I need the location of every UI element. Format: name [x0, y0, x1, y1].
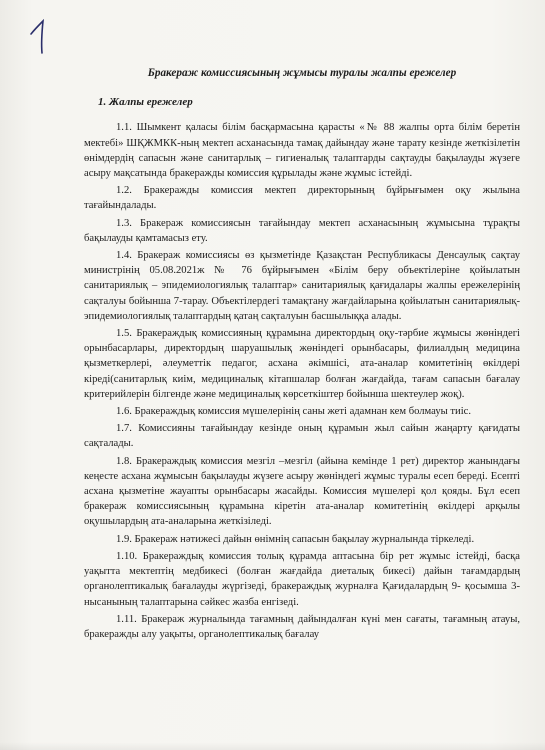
paragraph-1-8: 1.8. Бракераждық комиссия мезгіл –мезгіл (айына кемінде 1 рет) директор жанындағы кеңесте асхана жұмысын бақылауды жүзеге асыру жөніндегі жұмыс туралы есеп береді. Есепті асхана қызметіне жауапты орынбасары жасайды. Комиссия мүшелері қол қояды. Бұл есеп бракераж комиссиясының құрамына кіретін ата-аналар комитетінің өкілдері арқылы оқушылардың ата-аналарына жеткізіледі. [84, 455, 520, 528]
paragraph-1-11: 1.11. Бракераж журналында тағамның дайындалған күні мен сағаты, тағамның атауы, бракеражды алу уақыты, органолептикалық бағалау [84, 613, 520, 640]
paragraph-1-1: 1.1. Шымкент қаласы білім басқармасына қарасты «№ 88 жалпы орта білім беретін мектебі» ШҚЖМКК-ның мектеп асханасында тамақ дайындау және тарату кезінде жеткізілетін өнімдердің сапасын және санитарлық – гигиеналық талаптарды сақтауды бақылауды жүзеге асыру мақсатында бракеражды комиссия құрылады және жұмыс істейді. [84, 122, 520, 180]
paragraph-1-9: 1.9. Бракераж нәтижесі дайын өнімнің сапасын бақылау журналында тіркеледі. [116, 533, 475, 545]
paragraph-1-7: 1.7. Комиссияны тағайындау кезінде оның құрамын жыл сайын жаңарту қағидаты сақталады. [84, 423, 520, 450]
page-edge-shadow [0, 742, 545, 750]
paragraph-1-6: 1.6. Бракераждық комиссия мүшелерінің саны жеті адамнан кем болмауы тиіс. [116, 406, 471, 418]
section-heading: 1. Жалпы ережелер [98, 96, 193, 109]
paragraph-1-2: 1.2. Бракеражды комиссия мектеп директорының бұйрығымен оқу жылына тағайындалады. [84, 185, 520, 212]
document-body [84, 66, 520, 644]
paragraph-1-3: 1.3. Бракераж комиссиясын тағайындау мектеп асханасының жұмысына тұрақты бақылауды қамтамасыз ету. [84, 217, 520, 244]
document-title: Бракераж комиссиясының жұмысы туралы жалпы ережелер [147, 67, 457, 79]
paragraph-1-4: 1.4. Бракераж комиссиясы өз қызметінде Қазақстан Республикасы Денсаулық сақтау министрінің 05.08.2021ж № 76 бұйрығымен «Білім беру объектілеріне қойылатын санитариялық – эпидемиологиялық талаптар» санитариялық қағидалары жалпы ережелерінің сақталуы бойынша 7-тарау. Объектілердегі тамақтану жағдайларына қойылатын санитариялық-эпидемиологиялық талаптардың қатаң сақталуын басшылыққа алады. [84, 250, 520, 322]
handwritten-mark [26, 16, 56, 56]
paragraph-1-5: 1.5. Бракераждық комиссияның құрамына директордың оқу-тәрбие жұмысы жөніндегі орынбасарлары, директордың шаруашылық жөніндегі орынбасары, филиалдың медицина қызметкерлері, әлеуметтік педагог, асхана әкімшісі, ата-аналар комитетінің өкілдері кіреді(санитарлық киім, медициналық кітапшалар болған жағдайда, тағам сапасын бағалау критерийлерін білгенде және медициналық көрсеткіштер бойынша шектеулер жоқ). [84, 328, 520, 400]
paragraph-1-10: 1.10. Бракераждық комиссия толық құрамда аптасына бір рет жұмыс істейді, басқа уақытта мектептің медбикесі (болған жағдайда диеталық бикесі) дайын тағамдардың органолептикалық бағалауды жүргізеді, бракераждық журналға Қағидалардың 9- қосымша 3-нысанының талаптарына сәйкес жазба енгізеді. [84, 550, 520, 608]
